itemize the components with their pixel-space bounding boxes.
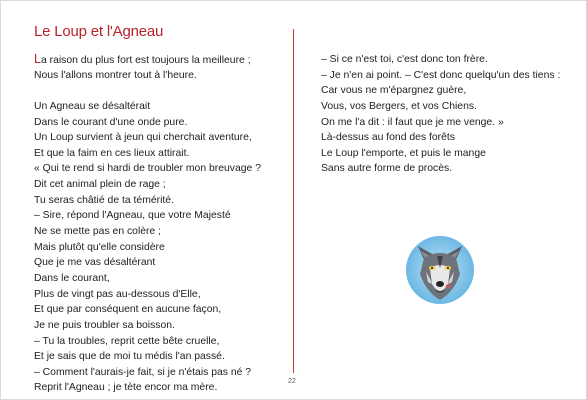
- verse-line: [34, 115, 284, 131]
- verse-line: [34, 224, 284, 240]
- verse-line-text: Dans le courant,: [34, 272, 110, 284]
- verse-line: [34, 146, 284, 162]
- verse-line-text: Un Loup survient à jeun qui cherchait aventure,: [34, 132, 252, 144]
- verse-line-text: Dans le courant d'une onde pure.: [34, 116, 188, 128]
- verse-line: [34, 271, 284, 287]
- verse-line-text: Ne se mette pas en colère ;: [34, 226, 162, 238]
- verse-line: – Je n'en ai point. – C'est donc quelqu'un des tiens :: [321, 69, 561, 81]
- verse-line: [34, 380, 284, 396]
- verse-line: [34, 240, 284, 256]
- verse-line: [34, 287, 284, 303]
- verse-line: Le Loup l'emporte, et puis le mange: [321, 147, 486, 159]
- right-text: [321, 52, 571, 177]
- verse-line-text: – Sire, répond l'Agneau, que votre Majesté: [34, 210, 231, 222]
- verse-line-text: Reprit l'Agneau ; je tète encor ma mère.: [34, 382, 218, 394]
- verse-line: [34, 161, 284, 177]
- verse-line-text: Et que la faim en ces lieux attirait.: [34, 147, 190, 159]
- verse-line-text: Que je me vas désaltérant: [34, 257, 156, 269]
- right-page: [293, 1, 586, 399]
- verse-line: [34, 349, 284, 365]
- verse-line-text: Tu seras châtié de ta témérité.: [34, 194, 174, 206]
- wolf-illustration: [404, 234, 476, 306]
- verse-line-text: – Tu la troubles, reprit cette bête cruelle,: [34, 335, 220, 347]
- verse-line: [34, 68, 284, 84]
- left-page: [1, 1, 293, 399]
- verse-line-text: Mais plutôt qu'elle considère: [34, 241, 165, 253]
- left-text: [34, 52, 284, 396]
- verse-line: [34, 208, 284, 224]
- verse-line-text: a raison du plus fort est toujours la meilleure ;: [40, 55, 251, 66]
- verse-line: [34, 177, 284, 193]
- verse-line: [34, 318, 284, 334]
- verse-line: [34, 130, 284, 146]
- verse-line-text: – Comment l'aurais-je fait, si je n'étais pas né ?: [34, 366, 252, 378]
- verse-line-text: « Qui te rend si hardi de troubler mon breuvage ?: [34, 163, 261, 175]
- drop-cap: L: [34, 52, 41, 66]
- verse-line: Sans autre forme de procès.: [321, 163, 453, 175]
- verse-line-text: Nous l'allons montrer tout à l'heure.: [34, 69, 197, 81]
- page-number: 22: [288, 378, 296, 385]
- verse-line: [34, 302, 284, 318]
- verse-line: – Si ce n'est toi, c'est donc ton frère.: [321, 54, 488, 65]
- verse-line: [34, 365, 284, 381]
- verse-line-text: Je ne puis troubler sa boisson.: [34, 319, 175, 331]
- verse-line: Vous, vos Bergers, et vos Chiens.: [321, 100, 477, 112]
- verse-line-text: Et que par conséquent en aucune façon,: [34, 304, 222, 316]
- verse-line: Là-dessus au fond des forêts: [321, 132, 456, 144]
- verse-line-text: Dit cet animal plein de rage ;: [34, 179, 166, 191]
- verse-line: [34, 193, 284, 209]
- verse-line: On me l'a dit : il faut que je me venge. »: [321, 116, 504, 128]
- verse-line: [34, 52, 284, 68]
- verse-line: [34, 255, 284, 271]
- verse-line: [34, 99, 284, 115]
- page-title: Le Loup et l'Agneau: [34, 23, 164, 40]
- verse-line-text: Plus de vingt pas au-dessous d'Elle,: [34, 288, 201, 300]
- verse-line: Car vous ne m'épargnez guère,: [321, 85, 467, 97]
- verse-line-text: Un Agneau se désaltérait: [34, 100, 151, 112]
- verse-line: [34, 334, 284, 350]
- stanza-break: [34, 83, 284, 99]
- verse-line-text: Et je sais que de moi tu médis l'an passé.: [34, 351, 225, 363]
